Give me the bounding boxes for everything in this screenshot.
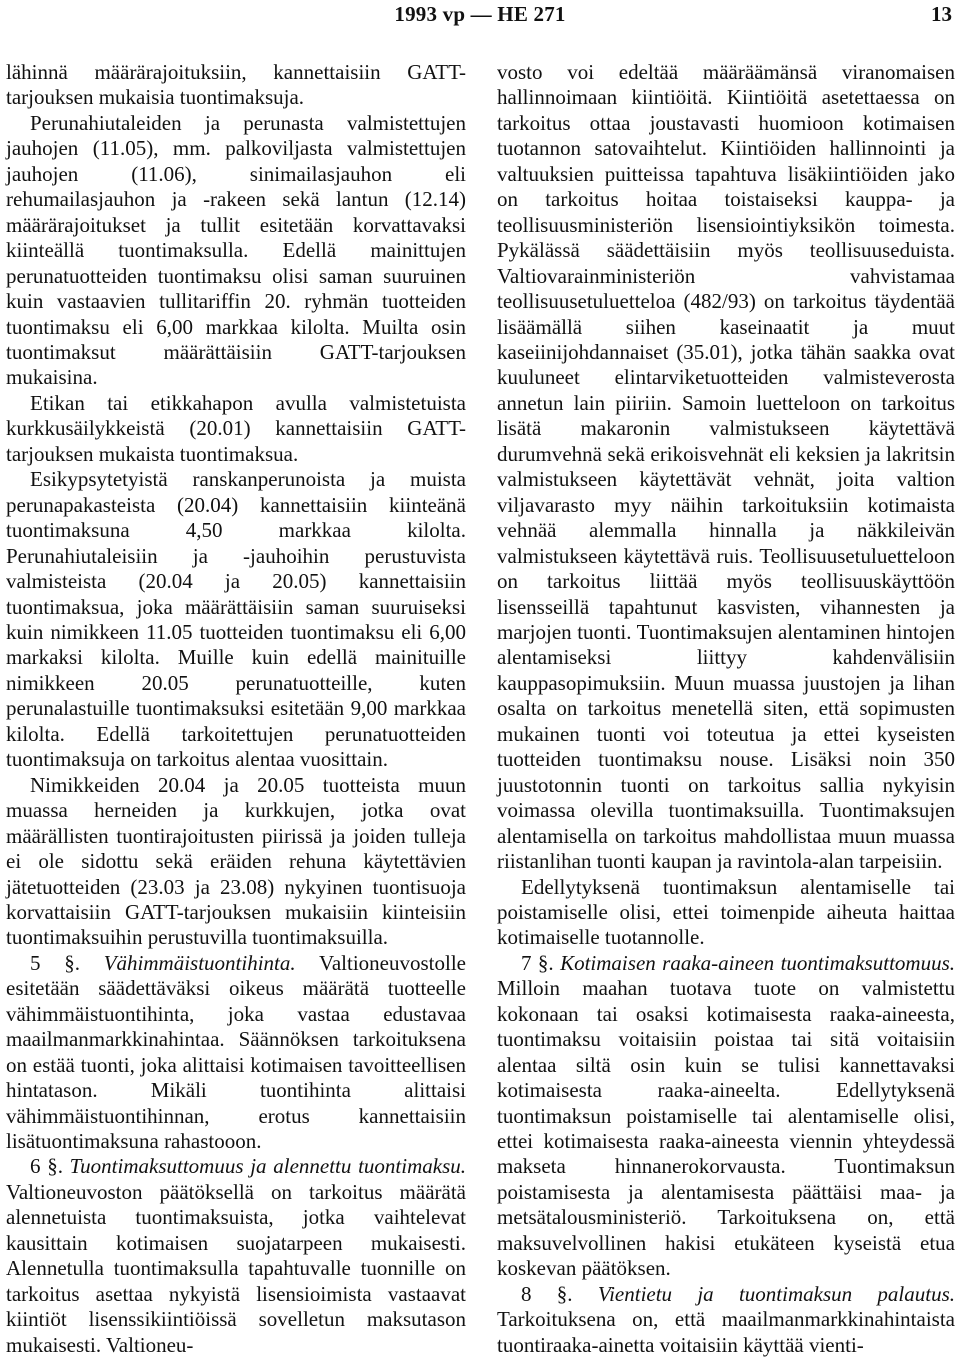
right-column bbox=[497, 60, 955, 1358]
section-title: Vientietu ja tuontimaksun palautus. bbox=[597, 1281, 955, 1306]
section-paragraph bbox=[6, 1154, 466, 1358]
section-number: 7 §. bbox=[521, 950, 554, 975]
section-number: 5 §. bbox=[30, 950, 80, 975]
section-text: Milloin maahan tuotava tuote on valmistettu kokonaan tai osaksi kotimaisesta raaka-aineesta, tuontimaksu voitaisiin poistaa tai sitä voitaisiin alentaa siltä osin kuin se tulisi kannettavaksi kotimaisesta raaka-aineelta. Edellytyksenä tuontimaksun poistamiselle tai alentamiselle olisi, ettei kotimaisesta raaka-aineesta viennin yhteydessä makseta hinnanerokorvausta. Tuontimaksun poistamisesta ja alentamisesta päättäisi maa- ja metsätalousministeriö. Tarkoituksena on, että maksuvelvollinen hakisi etukäteen kyseistä etua koskevan päätöksen. bbox=[497, 976, 955, 1281]
paragraph: lähinnä määrärajoituksiin, kannettaisiin GATT-tarjouksen mukaisia tuontimaksuja. bbox=[6, 60, 466, 110]
paragraph: Edellytyksenä tuontimaksun alentamiselle tai poistamiselle olisi, ettei toimenpide aiheuta haittaa kotimaiselle tuotannolle. bbox=[497, 874, 955, 950]
left-column bbox=[6, 60, 466, 1358]
section-title: Tuontimaksuttomuus ja alennettu tuontimaksu. bbox=[69, 1154, 467, 1179]
page-number: 13 bbox=[931, 2, 952, 26]
section-text: Valtioneuvostolle esitetään säädettäväksi oikeus määrätä tuotteelle vähimmäistuontihinta, joka vastaa edustavaa maailmanmarkkinahintaa. Säännöksen tarkoituksena on estää tuonti, joka alittaisi kotimaisen tavoitteellisen hintatason. Mikäli tuontihinta alittaisi vähimmäistuontihinnan, erotus kannettaisiin lisätuontimaksuna rahastooon. bbox=[6, 950, 466, 1154]
running-header bbox=[0, 2, 960, 32]
paragraph: Nimikkeiden 20.04 ja 20.05 tuotteista muun muassa herneiden ja kurkkujen, jotka ovat määrällisten tuontirajoitusten piirissä ja joiden tulleja ei ole sidottu sekä eräiden rehuna käytettävien jätetuotteiden (23.03 ja 23.08) nykyinen tuontisuoja korvattaisiin GATT-tarjouksen mukaisiin kiinteisiin tuontimaksuihin perustuvilla tuontimaksuilla. bbox=[6, 772, 466, 950]
section-paragraph bbox=[497, 1282, 955, 1358]
section-paragraph bbox=[497, 951, 955, 1282]
section-text: Tarkoituksena on, että maailmanmarkkinahintaista tuontiraaka-ainetta voitaisiin käyttää vienti- bbox=[497, 1307, 955, 1357]
section-title: Kotimaisen raaka-aineen tuontimaksuttomuus. bbox=[560, 950, 955, 975]
paragraph: Etikan tai etikkahapon avulla valmistetuista kurkkusäilykkeistä (20.01) kannettaisiin GATT-tarjouksen mukaista tuontimaksua. bbox=[6, 390, 466, 466]
section-paragraph bbox=[6, 951, 466, 1155]
paragraph: vosto voi edeltää määräämänsä viranomaisen hallinnoimaan kiintiöitä. Kiintiöitä asetettaessa on tarkoitus ottaa joustavasti huomioon kotimaisen tuotannon satovaihtelut. Kiintiöiden hallinnointi ja valtuuksien puitteissa tapahtuva lisäkiintiöiden jako on tarkoitus hoitaa toistaiseksi kauppa- ja teollisuusministeriön lisensiointiyksikön toimesta. Pykälässä säädettäisiin myös teollisuuseduista. Valtiovarainministeriön vahvistamaa teollisuusetuluetteloa (482/93) on tarkoitus täydentää lisäämällä siihen kaseinaatit ja muut kaseiinijohdannaiset (35.01), jotka tähän saakka ovat kuuluneet elintarviketuotteiden valmisteverosta annetun lain piiriin. Samoin luetteloon on tarkoitus lisätä makaronin valmistukseen käytettävä durumvehnä sekä erikoisvehnät eli keksien ja lakritsin valmistukseen käytettävät vehnät, joita valtion viljavarasto myy näihin tarkoituksiin kotimaista vehnää alemmalla hinnalla ja näkkileivän valmistukseen käytettävä ruis. Teollisuusetuluetteloon on tarkoitus liittää myös teollisuuskäyttöön lisensseillä tapahtunut kasvisten, vihannesten ja marjojen tuonti. Tuontimaksujen alentaminen hintojen alentamiseksi liittyy kahdenvälisiin kauppasopimuksiin. Muun muassa juustojen ja lihan osalta on tarkoitus menetellä siten, että sopimusten mukainen tuonti voi toteutua ja ettei kyseisten tuotteiden tuontimaksu nouse. Lisäksi noin 350 juustotonnin tuonti on tarkoitus sallia nykyisin voimassa olevilla tuontimaksuilla. Tuontimaksujen alentamisella on tarkoitus mahdollistaa muun muassa riistanlihan tuonti kaupan ja ravintola-alan tarpeisiin. bbox=[497, 60, 955, 874]
paragraph: Esikypsytetyistä ranskanperunoista ja muista perunapakasteista (20.04) kannettaisiin kiinteänä tuontimaksuna 4,50 markkaa kilolta. Perunahiutaleisiin ja -jauhoihin perustuvista valmisteista (20.04 ja 20.05) kannettaisiin tuontimaksua, joka määrättäisiin saman suuruiseksi kuin nimikkeen 11.05 tuotteiden tuontimaksu eli 6,00 markaksi kilolta. Muille kuin edellä mainituille nimikkeen 20.05 perunatuotteille, kuten perunalastuille tuontimaksuksi esitetään 9,00 markkaa kilolta. Edellä tarkoitettujen perunatuotteiden tuontimaksuja on tarkoitus alentaa vuosittain. bbox=[6, 467, 466, 772]
paragraph: Perunahiutaleiden ja perunasta valmistettujen jauhojen (11.05), mm. palkoviljasta valmistettujen jauhojen (11.06), sinimailasjauhon eli rehumailasjauhon ja -rakeen sekä lantun (12.14) määrärajoitukset ja tullit esitetään korvattavaksi kiinteällä tuontimaksulla. Edellä mainittujen perunatuotteiden tuontimaksu olisi saman suuruinen kuin vastaavien tullitariffin 20. ryhmän tuotteiden tuontimaksu eli 6,00 markkaa kilolta. Muilta osin tuontimaksut määrättäisiin GATT-tarjouksen mukaisina. bbox=[6, 110, 466, 390]
section-text: Valtioneuvoston päätöksellä on tarkoitus määrätä alennetuista tuontimaksuista, jotka vaihtelevat kausittain kotimaisen suojatarpeen mukaisesti. Alennetulla tuontimaksulla tapahtuvalle tuonnille on tarkoitus asettaa nykyistä lisensioimista vastaavat kiintiöt lisenssikiintiöissä sovelletun maksutason mukaisesti. Valtioneu- bbox=[6, 1179, 466, 1357]
section-title: Vähimmäistuontihinta. bbox=[103, 950, 296, 975]
document-title: 1993 vp — HE 271 bbox=[394, 2, 566, 26]
section-number: 8 §. bbox=[521, 1281, 573, 1306]
section-number: 6 §. bbox=[30, 1154, 63, 1179]
